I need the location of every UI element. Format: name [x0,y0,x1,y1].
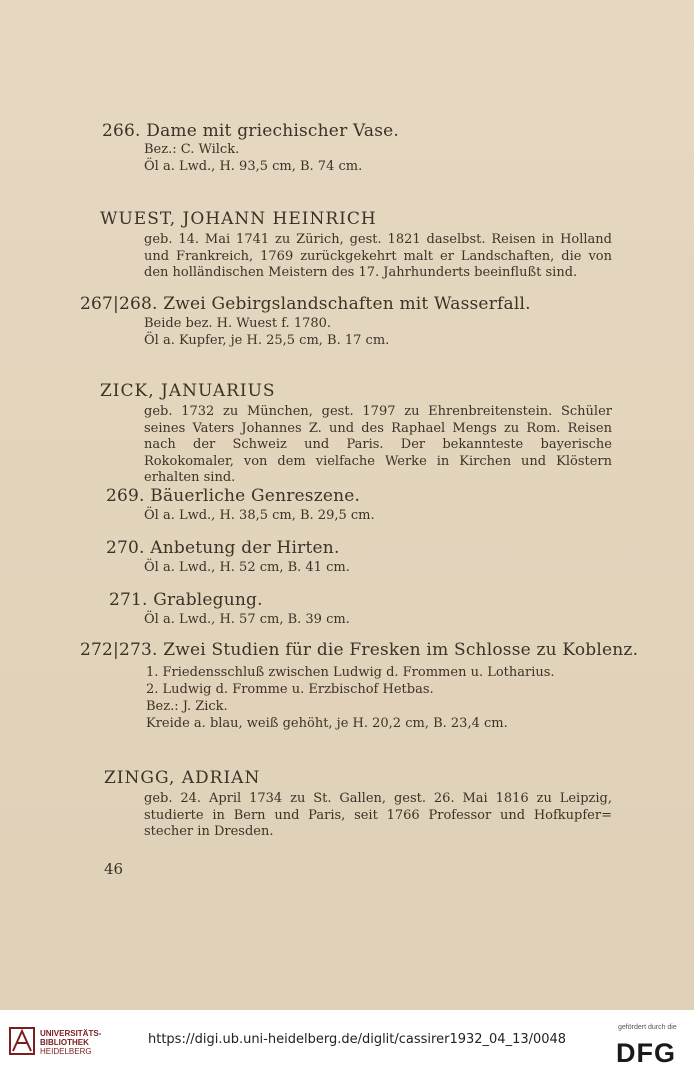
page-number: 46 [104,860,124,878]
entry-272-273-study-2: 2. Ludwig d. Fromme u. Erzbischof Hetbas. [146,682,434,697]
artist-bio-zick: geb. 1732 zu München, gest. 1797 zu Ehrenbreitenstein. Schüler seines Vaters Johannes Z. und des Raphael Mengs zu Rom. Reisen nach der Schweiz und Paris. Der bekannteste bayerische Rokokomaler, von dem vielfache Werke in Kirchen und Klöstern erhalten sind. [144,404,612,485]
university-library-name [40,1029,101,1056]
viewer-footer [0,1010,694,1070]
entry-266-title: 266. Dame mit griechischer Vase. [102,121,400,141]
uni-line-3: HEIDELBERG [40,1047,92,1056]
entry-266-signature: Bez.: C. Wilck. [144,142,240,157]
artist-bio-wuest: geb. 14. Mai 1741 zu Zürich, gest. 1821 daselbst. Reisen in Holland und Frankreich, 1769 zurückgekehrt malt er Landschaften, die von den holländischen Meistern des 17. Jahrhunderts beeinflußt sind. [144,232,612,280]
entry-269-title: 269. Bäuerliche Genreszene. [106,486,361,506]
entry-270-title: 270. Anbetung der Hirten. [106,538,340,558]
entry-266-medium: Öl a. Lwd., H. 93,5 cm, B. 74 cm. [144,159,363,174]
entry-270-medium: Öl a. Lwd., H. 52 cm, B. 41 cm. [144,560,350,575]
artist-heading-zick: ZICK, JANUARIUS [100,381,276,401]
university-library-logo-icon [8,1024,38,1058]
uni-line-2: BIBLIOTHEK [40,1038,89,1047]
artist-heading-wuest: WUEST, JOHANN HEINRICH [100,209,377,229]
entry-267-268-title: 267|268. Zwei Gebirgslandschaften mit Wasserfall. [80,294,531,314]
entry-272-273-signature: Bez.: J. Zick. [146,699,228,714]
artist-bio-zingg: geb. 24. April 1734 zu St. Gallen, gest. 26. Mai 1816 zu Leipzig, studierte in Bern und Paris, seit 1766 Professor und Hofkupfer= stecher in Dresden. [144,791,612,839]
uni-line-1: UNIVERSITÄTS- [40,1029,102,1038]
entry-271-title: 271. Grablegung. [109,590,263,610]
entry-272-273-title: 272|273. Zwei Studien für die Fresken im Schlosse zu Koblenz. [80,640,639,660]
entry-272-273-medium: Kreide a. blau, weiß gehöht, je H. 20,2 cm, B. 23,4 cm. [146,716,508,731]
dfg-caption: gefördert durch die [618,1024,677,1031]
entry-269-medium: Öl a. Lwd., H. 38,5 cm, B. 29,5 cm. [144,508,375,523]
entry-271-medium: Öl a. Lwd., H. 57 cm, B. 39 cm. [144,612,350,627]
entry-272-273-study-1: 1. Friedensschluß zwischen Ludwig d. Frommen u. Lotharius. [146,665,555,680]
dfg-logo: DFG [616,1038,676,1068]
permalink-url[interactable]: https://digi.ub.uni-heidelberg.de/diglit/cassirer1932_04_13/0048 [148,1032,567,1047]
artist-heading-zingg: ZINGG, ADRIAN [104,768,261,788]
entry-267-268-medium: Öl a. Kupfer, je H. 25,5 cm, B. 17 cm. [144,333,390,348]
entry-267-268-signature: Beide bez. H. Wuest f. 1780. [144,316,332,331]
